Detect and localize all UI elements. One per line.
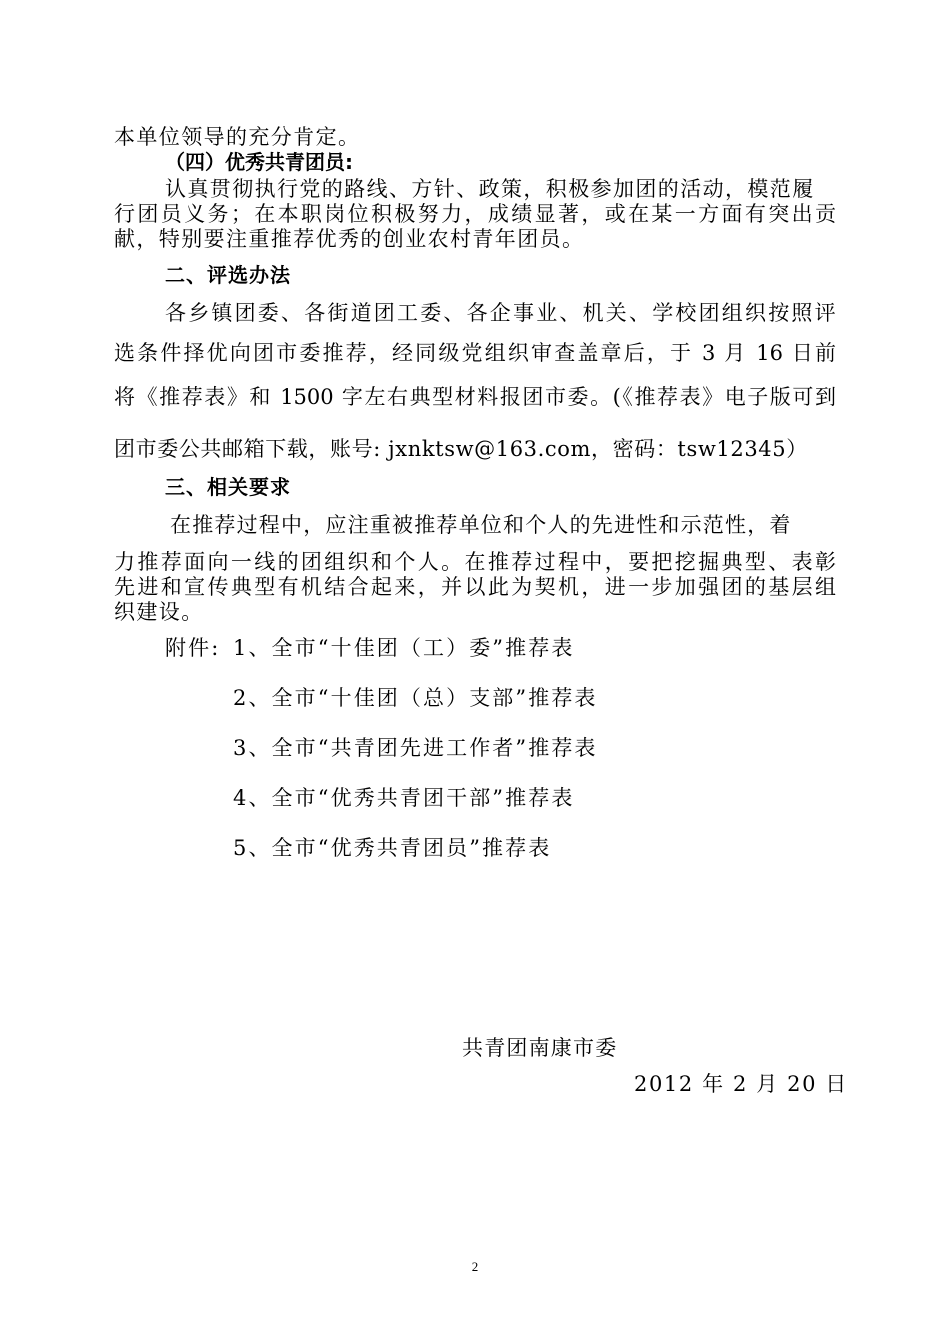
method-heading: 二、评选办法: [165, 263, 291, 287]
requirements-body-line: 先进和宣传典型有机结合起来，并以此为契机，进一步加强团的基层组: [114, 575, 836, 599]
section-4-body-line: 行团员义务；在本职岗位积极努力，成绩显著，或在某一方面有突出贡: [114, 202, 836, 226]
requirements-body-line: 在推荐过程中，应注重被推荐单位和个人的先进性和示范性，着: [170, 513, 792, 537]
attachment-item: 4、全市“优秀共青团干部”推荐表: [233, 786, 575, 810]
section-4-body-line: 献，特别要注重推荐优秀的创业农村青年团员。: [114, 227, 585, 251]
requirements-body-line: 力推荐面向一线的团组织和个人。在推荐过程中，要把挖掘典型、表彰: [114, 550, 836, 574]
attachment-item: 5、全市“优秀共青团员”推荐表: [233, 836, 552, 860]
method-body-line: 将《推荐表》和 1500 字左右典型材料报团市委。(《推荐表》电子版可到: [114, 385, 836, 409]
method-body-line: 选条件择优向团市委推荐，经同级党组织审查盖章后，于 3 月 16 日前: [114, 341, 836, 365]
requirements-body-line: 织建设。: [114, 600, 204, 624]
attachment-item: 2、全市“十佳团（总）支部”推荐表: [233, 686, 598, 710]
signature-organization: 共青团南康市委: [462, 1036, 618, 1060]
method-body-line: 团市委公共邮箱下载，账号: jxnktsw@163.com，密码：tsw12345）: [114, 437, 808, 461]
section-4-body-line: 认真贯彻执行党的路线、方针、政策，积极参加团的活动，模范履: [165, 177, 815, 201]
attachment-item: 1、全市“十佳团（工）委”推荐表: [233, 636, 575, 660]
section-4-continuation: 本单位领导的充分肯定。: [114, 125, 361, 149]
attachment-item: 3、全市“共青团先进工作者”推荐表: [233, 736, 598, 760]
attachments-label: 附件:: [165, 636, 221, 660]
method-body-line: 各乡镇团委、各街道团工委、各企事业、机关、学校团组织按照评: [165, 301, 838, 325]
signature-date: 2012 年 2 月 20 日: [634, 1072, 848, 1096]
section-4-heading: （四）优秀共青团员:: [165, 150, 353, 174]
page-number: 2: [471, 1259, 479, 1274]
requirements-heading: 三、相关要求: [165, 475, 291, 499]
